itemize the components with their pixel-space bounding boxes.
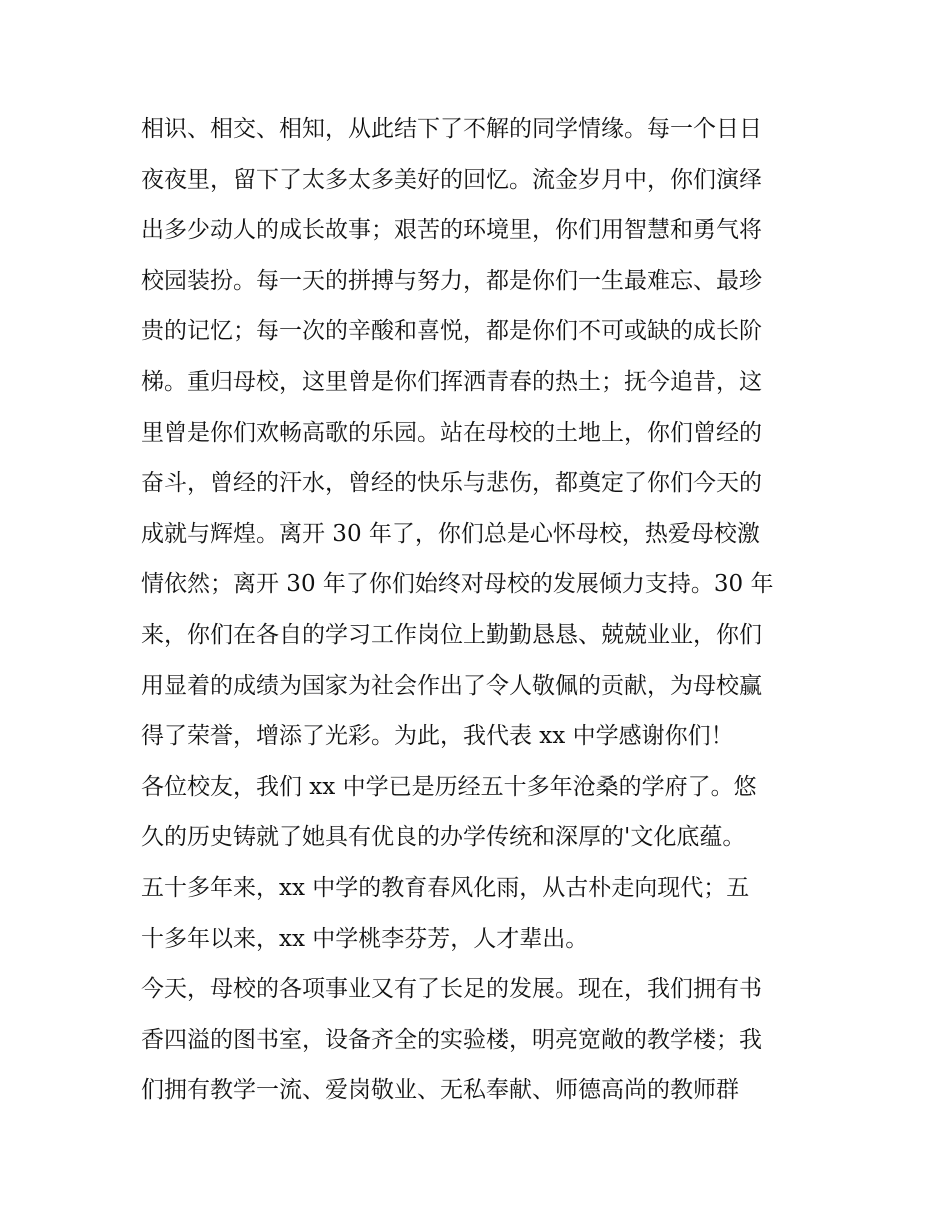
text-line: 梯。重归母校，这里曾是你们挥洒青春的热土；抚今追昔，这 xyxy=(141,368,762,395)
text-line: 五十多年来，xx 中学的教育春风化雨，从古朴走向现代；五 xyxy=(141,874,750,901)
text-line: 们拥有教学一流、爱岗敬业、无私奉献、师德高尚的教师群 xyxy=(141,1077,739,1104)
text-line: 相识、相交、相知，从此结下了不解的同学情缘。每一个日日 xyxy=(141,116,762,142)
text-line: 今天，母校的各项事业又有了长足的发展。现在，我们拥有书 xyxy=(141,976,762,1003)
text-line: 情依然；离开 30 年了你们始终对母校的发展倾力支持。30 年 xyxy=(141,571,774,598)
text-line: 校园装扮。每一天的拼搏与努力，都是你们一生最难忘、最珍 xyxy=(141,267,762,294)
text-line: 出多少动人的成长故事；艰苦的环境里，你们用智慧和勇气将 xyxy=(141,217,762,244)
text-line: 香四溢的图书室，设备齐全的实验楼，明亮宽敞的教学楼；我 xyxy=(141,1026,762,1053)
body-text xyxy=(141,104,821,1116)
text-line: 十多年以来，xx 中学桃李芬芳，人才辈出。 xyxy=(141,925,589,952)
text-line: 用显着的成绩为国家为社会作出了令人敬佩的贡献，为母校赢 xyxy=(141,672,762,699)
text-line: 贵的记忆；每一次的辛酸和喜悦，都是你们不可或缺的成长阶 xyxy=(141,318,762,345)
text-line: 得了荣誉，增添了光彩。为此，我代表 xx 中学感谢你们！ xyxy=(141,723,734,750)
text-line: 成就与辉煌。离开 30 年了，你们总是心怀母校，热爱母校激 xyxy=(141,520,760,547)
text-line: 久的历史铸就了她具有优良的办学传统和深厚的'文化底蕴。 xyxy=(141,824,746,851)
text-line: 里曾是你们欢畅高歌的乐园。站在母校的土地上，你们曾经的 xyxy=(141,419,762,446)
text-line: 夜夜里，留下了太多太多美好的回忆。流金岁月中，你们演绎 xyxy=(141,166,762,193)
text-line: 来，你们在各自的学习工作岗位上勤勤恳恳、兢兢业业，你们 xyxy=(141,621,762,648)
text-line: 各位校友，我们 xx 中学已是历经五十多年沧桑的学府了。悠 xyxy=(141,773,757,800)
text-line: 奋斗，曾经的汗水，曾经的快乐与悲伤，都奠定了你们今天的 xyxy=(141,470,762,497)
